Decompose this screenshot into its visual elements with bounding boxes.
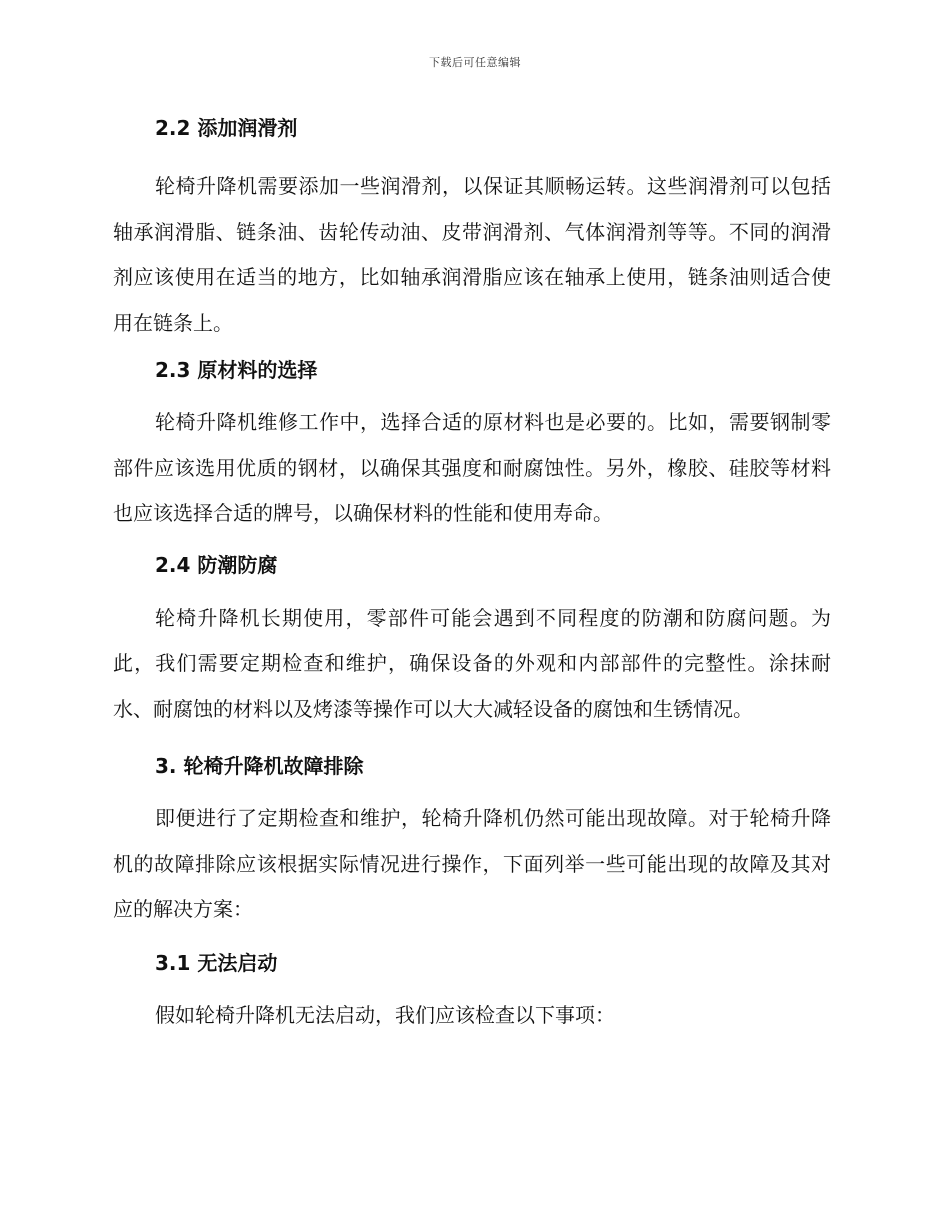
section-paragraph-2-2: 轮椅升降机需要添加一些润滑剂，以保证其顺畅运转。这些润滑剂可以包括轴承润滑脂、链条油、齿轮传动油、皮带润滑剂、气体润滑剂等等。不同的润滑剂应该使用在适当的地方，比如轴承润滑脂应该在轴承上使用，链条油则适合使用在链条上。 (113, 174, 831, 335)
page-header: 下载后可任意编辑 (429, 56, 521, 69)
section-paragraph-3-1: 假如轮椅升降机无法启动，我们应该检查以下事项： (155, 1002, 615, 1027)
section-heading-3-1: 3.1 无法启动 (155, 950, 278, 975)
section-heading-2-3: 2.3 原材料的选择 (155, 358, 318, 382)
section-paragraph-2-4: 轮椅升降机长期使用，零部件可能会遇到不同程度的防潮和防腐问题。为此，我们需要定期检查和维护，确保设备的外观和内部部件的完整性。涂抹耐水、耐腐蚀的材料以及烤漆等操作可以大大减轻设备的腐蚀和生锈情况。 (113, 605, 831, 721)
section-paragraph-3: 即便进行了定期检查和维护，轮椅升降机仍然可能出现故障。对于轮椅升降机的故障排除应该根据实际情况进行操作，下面列举一些可能出现的故障及其对应的解决方案： (113, 806, 831, 921)
section-paragraph-2-3: 轮椅升降机维修工作中，选择合适的原材料也是必要的。比如，需要钢制零部件应该选用优质的钢材，以确保其强度和耐腐蚀性。另外，橡胶、硅胶等材料也应该选择合适的牌号，以确保材料的性能和使用寿命。 (113, 410, 831, 525)
section-heading-3: 3. 轮椅升降机故障排除 (155, 754, 364, 778)
section-heading-2-2: 2.2 添加润滑剂 (155, 116, 298, 140)
document-body (113, 112, 831, 1038)
section-heading-2-4: 2.4 防潮防腐 (155, 552, 278, 577)
